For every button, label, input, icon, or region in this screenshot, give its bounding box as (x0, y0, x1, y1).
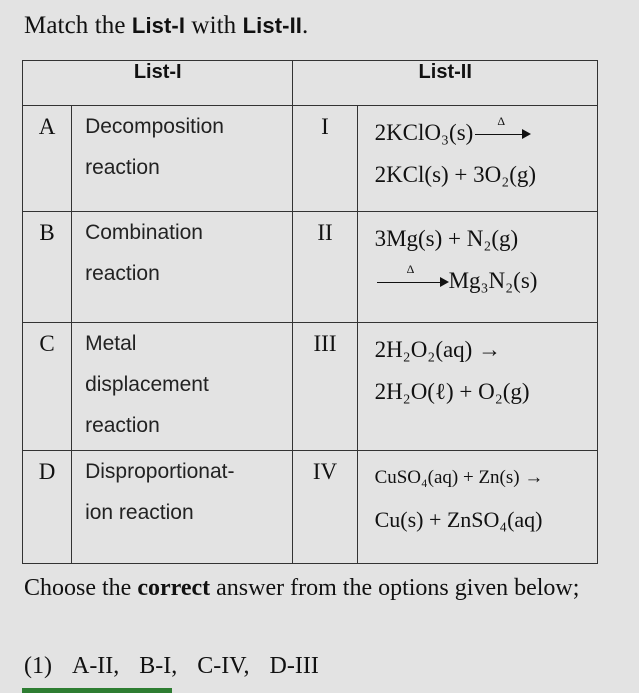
table-row-b (23, 212, 598, 323)
title-prefix: Match the (24, 12, 132, 39)
heat-arrow-icon (475, 113, 531, 141)
row-roman: II (293, 212, 357, 323)
reaction-type (72, 451, 293, 564)
reaction-equation (357, 323, 597, 451)
table-row-a (23, 106, 598, 212)
reaction-equation (357, 212, 597, 323)
equation-line: 3Mg(s) + N₂(g) (374, 226, 519, 251)
table-header-row (23, 61, 598, 106)
reaction-type (72, 323, 293, 451)
reaction-type-line: displacement (85, 373, 209, 396)
reaction-type-line: Combination (85, 221, 203, 244)
equation-line: 2H₂O(ℓ) + O₂(g) (374, 379, 530, 404)
table-row-c (23, 323, 598, 451)
question-title (24, 12, 308, 40)
reaction-type-line: Decomposition (85, 115, 224, 138)
option-part: C-IV, (197, 653, 250, 679)
header-list2: List-II (293, 61, 598, 106)
reaction-type-line: ion reaction (85, 501, 194, 524)
row-letter: A (23, 106, 72, 212)
equation-line: 2H₂O₂(aq) → (374, 337, 502, 362)
title-list2: List-II (242, 13, 302, 38)
instruction-text (24, 568, 614, 608)
row-roman: I (293, 106, 357, 212)
instruction-suffix: answer from the options given below; (210, 575, 580, 601)
reaction-type-line: reaction (85, 262, 160, 285)
row-roman: IV (293, 451, 357, 564)
delta-label: Δ (497, 113, 506, 128)
equation-line: CuSO₄(aq) + Zn(s) → (374, 467, 544, 488)
title-middle: with (185, 12, 243, 39)
instruction-prefix: Choose the (24, 575, 138, 601)
header-list1: List-I (23, 61, 293, 106)
progress-bar-fragment (22, 688, 172, 693)
reaction-equation (357, 451, 597, 564)
row-letter: B (23, 212, 72, 323)
option-1[interactable] (24, 653, 339, 680)
reaction-type (72, 106, 293, 212)
reaction-equation (357, 106, 597, 212)
reaction-type-line: Metal (85, 332, 137, 355)
instruction-bold: correct (137, 575, 211, 601)
title-suffix: . (302, 12, 309, 39)
row-letter: D (23, 451, 72, 564)
reaction-type-line: Disproportionat- (85, 460, 235, 483)
table-row-d (23, 451, 598, 564)
reaction-type (72, 212, 293, 323)
option-number: (1) (24, 653, 52, 679)
equation-line: 2KClO₃(s) (374, 120, 474, 145)
equation-line: 2KCl(s) + 3O₂(g) (374, 162, 537, 187)
match-table (22, 60, 598, 564)
equation-line: Mg₃N₂(s) (448, 268, 538, 293)
reaction-type-line: reaction (85, 414, 160, 437)
row-roman: III (293, 323, 357, 451)
heat-arrow-icon (377, 261, 449, 289)
option-part: B-I, (139, 653, 178, 679)
row-letter: C (23, 323, 72, 451)
title-list1: List-I (131, 13, 186, 38)
option-part: D-III (269, 653, 319, 679)
option-part: A-II, (71, 653, 120, 679)
reaction-type-line: reaction (85, 156, 160, 179)
delta-label: Δ (406, 261, 415, 276)
equation-line: Cu(s) + ZnSO₄(aq) (374, 507, 543, 532)
